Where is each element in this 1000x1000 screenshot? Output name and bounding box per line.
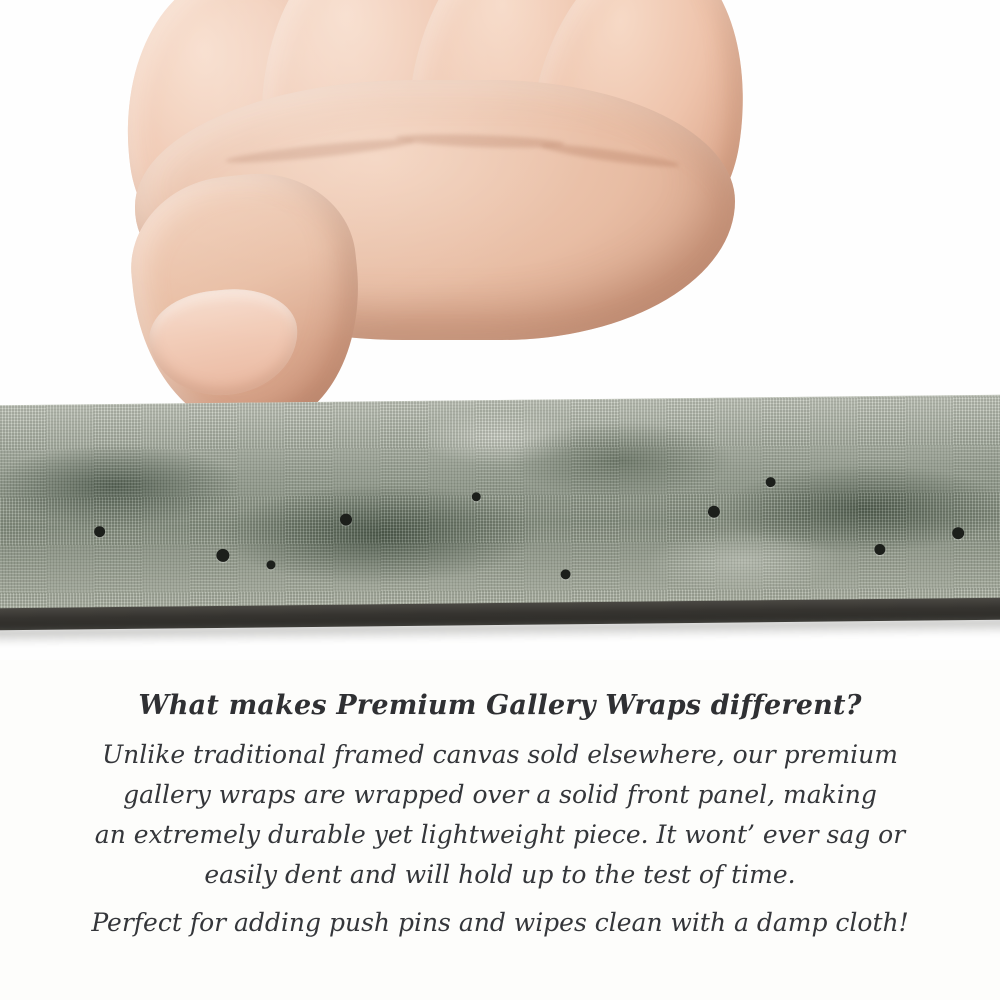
caption-last-line: Perfect for adding push pins and wipes clean with a damp cloth! bbox=[91, 908, 909, 937]
canvas-speck bbox=[766, 477, 776, 487]
caption-line: Unlike traditional framed canvas sold elsewhere, our premium bbox=[102, 740, 898, 769]
canvas-speck bbox=[340, 514, 352, 526]
canvas-wrap-edge bbox=[0, 395, 1000, 644]
canvas-weave-texture bbox=[0, 395, 1000, 611]
caption-block bbox=[0, 690, 1000, 943]
canvas-speck bbox=[266, 560, 275, 569]
caption-line: easily dent and will hold up to the test of time. bbox=[204, 860, 796, 889]
canvas-speck bbox=[561, 569, 571, 579]
canvas-speck bbox=[874, 544, 885, 555]
canvas-print-surface bbox=[0, 395, 1000, 611]
canvas-speck bbox=[472, 492, 481, 501]
caption-line: an extremely durable yet lightweight piece. It wont’ ever sag or bbox=[94, 820, 906, 849]
canvas-speck bbox=[952, 527, 964, 539]
caption-headline: What makes Premium Gallery Wraps different? bbox=[138, 690, 862, 721]
canvas-speck bbox=[216, 549, 229, 562]
hand-illustration bbox=[95, 0, 715, 430]
canvas-speck bbox=[94, 526, 105, 537]
caption-line: gallery wraps are wrapped over a solid front panel, making bbox=[123, 780, 877, 809]
canvas-speck bbox=[708, 506, 720, 518]
